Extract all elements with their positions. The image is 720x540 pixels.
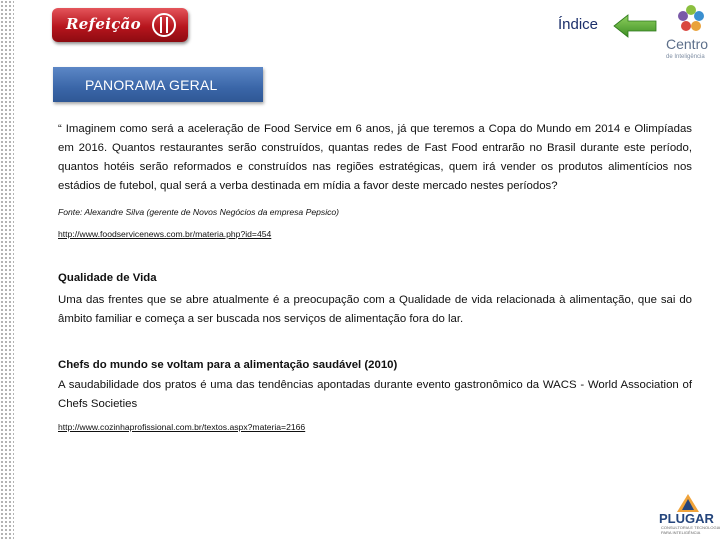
plugar-name: PLUGAR <box>659 511 714 526</box>
centro-logo <box>664 4 718 62</box>
source-note: Fonte: Alexandre Silva (gerente de Novos Negócios da empresa Pepsico) <box>58 207 340 217</box>
centro-flower-icon <box>676 4 706 34</box>
intro-paragraph: “ Imaginem como será a aceleração de Food Service em 6 anos, já que teremos a Copa do Mundo em 2014 e Olimpíadas em 2016. Quantos restaurantes serão construídos, quantas redes de Fast Food entrarão no Brasil durante este período, quantos hotéis serão reformados e construídos nas regiões estratégicas, quem irá vender os produtos alimentícios nos estádios de futebol, qual será a verba destinada em mídia a favor deste mercado nestes períodos? <box>58 123 692 192</box>
plugar-logo <box>655 492 720 540</box>
plate-cutlery-icon <box>152 13 176 37</box>
chefs-heading: Chefs do mundo se voltam para a alimentação saudável (2010) <box>58 359 398 371</box>
quality-heading: Qualidade de Vida <box>58 272 157 284</box>
plugar-mark-icon <box>677 494 699 512</box>
centro-subtitle: de Inteligência <box>666 54 705 60</box>
plugar-subtitle: CONSULTORIA E TECNOLOGIA PARA INTELIGÊNCIA <box>661 525 720 535</box>
cozinha-link[interactable]: http://www.cozinhaprofissional.com.br/textos.aspx?materia=2166 <box>58 422 306 432</box>
chefs-paragraph: A saudabilidade dos pratos é uma das tendências apontadas durante evento gastronômico da WACS - World Association of Chefs Societies <box>58 379 692 410</box>
index-link[interactable]: Índice <box>558 16 599 33</box>
centro-name: Centro <box>666 36 709 52</box>
foodservice-link[interactable]: http://www.foodservicenews.com.br/materia.php?id=454 <box>58 229 272 239</box>
section-title-label: PANORAMA GERAL <box>85 77 218 93</box>
refeicao-logo <box>52 8 188 42</box>
left-edge-pattern <box>0 0 14 540</box>
brand-label: Refeição <box>66 15 141 33</box>
back-arrow-icon[interactable] <box>612 13 660 39</box>
quality-paragraph: Uma das frentes que se abre atualmente é a preocupação com a Qualidade de vida relacionada à alimentação, que sai do âmbito familiar e começa a ser buscada nos serviços de alimentação fora do lar. <box>58 294 692 325</box>
main-content <box>58 120 692 433</box>
section-title <box>53 67 263 102</box>
